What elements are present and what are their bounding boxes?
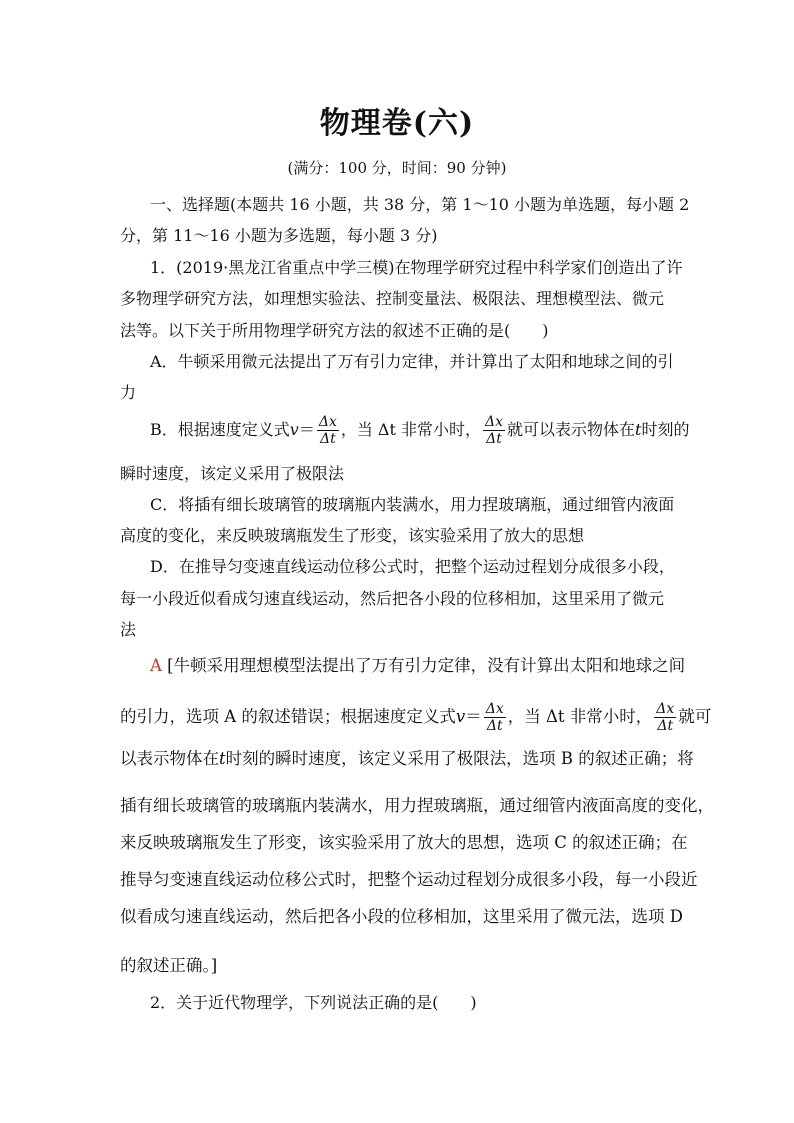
q1-stem-line3: 法等。以下关于所用物理学研究方法的叙述不正确的是( ) [120, 321, 549, 340]
q1-option-c-line2: 高度的变化，来反映玻璃瓶发生了形变，该实验采用了放大的思想 [120, 526, 585, 545]
velocity-symbol: v [455, 707, 466, 726]
q2-stem: 2．关于近代物理学，下列说法正确的是( ) [150, 993, 477, 1012]
time-symbol: t [219, 749, 226, 768]
velocity-fraction [317, 414, 339, 447]
fraction-numerator: Δx [485, 701, 504, 717]
answer-text: 的引力，选项 A 的叙述错误；根据速度定义式 [120, 707, 456, 726]
fraction-numerator: Δx [318, 414, 337, 430]
option-b-post-text: 就可以表示物体在 [507, 420, 636, 439]
equals-sign: ＝ [465, 707, 482, 726]
page-subtitle: (满分：100 分，时间：90 分钟) [287, 159, 507, 177]
page-title: 物理卷(六) [319, 106, 475, 141]
answer-text: 以表示物体在 [120, 749, 219, 768]
q1-option-b-line1 [150, 414, 690, 447]
fraction-denominator: Δt [486, 718, 503, 734]
section-heading-line2: 分，第 11～16 小题为多选题，每小题 3 分) [120, 226, 438, 245]
ratio-fraction [654, 701, 676, 734]
velocity-symbol: v [289, 420, 299, 439]
q1-option-d-line3: 法 [120, 620, 137, 639]
q1-answer-line6: 推导匀变速直线运动位移公式时，把整个运动过程划分成很多小段，每一小段近 [120, 870, 698, 889]
fraction-denominator: Δt [319, 431, 336, 447]
equals-sign: ＝ [298, 420, 315, 439]
q1-option-b-line2: 瞬时速度，该定义采用了极限法 [120, 464, 345, 483]
q1-option-a-line2: 力 [120, 383, 137, 402]
option-b-mid-text: ，当 Δt 非常小时， [340, 420, 482, 439]
answer-letter: A [150, 656, 162, 675]
q1-answer-line1 [150, 655, 685, 677]
q1-answer-line5: 来反映玻璃瓶发生了形变，该实验采用了放大的思想，选项 C 的叙述正确；在 [120, 833, 688, 852]
section-heading-line1: 一、选择题(本题共 16 小题，共 38 分，第 1～10 小题为单选题，每小题 2 [150, 195, 690, 214]
ratio-fraction [483, 414, 505, 447]
q1-option-a-line1: A．牛顿采用微元法提出了万有引力定律，并计算出了太阳和地球之间的引 [150, 352, 674, 371]
answer-text: ，当 Δt 非常小时， [507, 707, 653, 726]
fraction-denominator: Δt [657, 718, 674, 734]
answer-text: 时刻的瞬时速度，该定义采用了极限法，选项 B 的叙述正确；将 [225, 749, 694, 768]
answer-text: [牛顿采用理想模型法提出了万有引力定律，没有计算出太阳和地球之间 [167, 656, 686, 675]
q1-answer-line7: 似看成匀速直线运动，然后把各小段的位移相加，这里采用了微元法，选项 D [120, 907, 683, 926]
fraction-numerator: Δx [485, 414, 504, 430]
q1-option-c-line1: C．将插有细长玻璃管的玻璃瓶内装满水，用力捏玻璃瓶，通过细管内液面 [150, 495, 675, 514]
fraction-denominator: Δt [486, 431, 502, 447]
q1-answer-line8: 的叙述正确。] [120, 956, 218, 975]
q1-answer-line4: 插有细长玻璃管的玻璃瓶内装满水，用力捏玻璃瓶，通过细管内液面高度的变化， [120, 796, 714, 815]
time-symbol: t [635, 420, 642, 439]
option-b-end-text: 时刻的 [641, 420, 690, 439]
fraction-numerator: Δx [656, 701, 675, 717]
option-b-text: B．根据速度定义式 [150, 420, 290, 439]
q1-answer-line2 [120, 701, 711, 734]
q1-stem-line2: 多物理学研究方法，如理想实验法、控制变量法、极限法、理想模型法、微元 [120, 289, 665, 308]
q1-stem-line1: 1．(2019·黑龙江省重点中学三模)在物理学研究过程中科学家们创造出了许 [150, 258, 683, 277]
answer-text: 就可 [678, 707, 712, 726]
q1-option-d-line1: D．在推导匀变速直线运动位移公式时，把整个运动过程划分成很多小段， [150, 557, 675, 576]
q1-answer-line3 [120, 748, 694, 770]
velocity-fraction [484, 701, 506, 734]
q1-option-d-line2: 每一小段近似看成匀速直线运动，然后把各小段的位移相加，这里采用了微元 [120, 589, 665, 608]
